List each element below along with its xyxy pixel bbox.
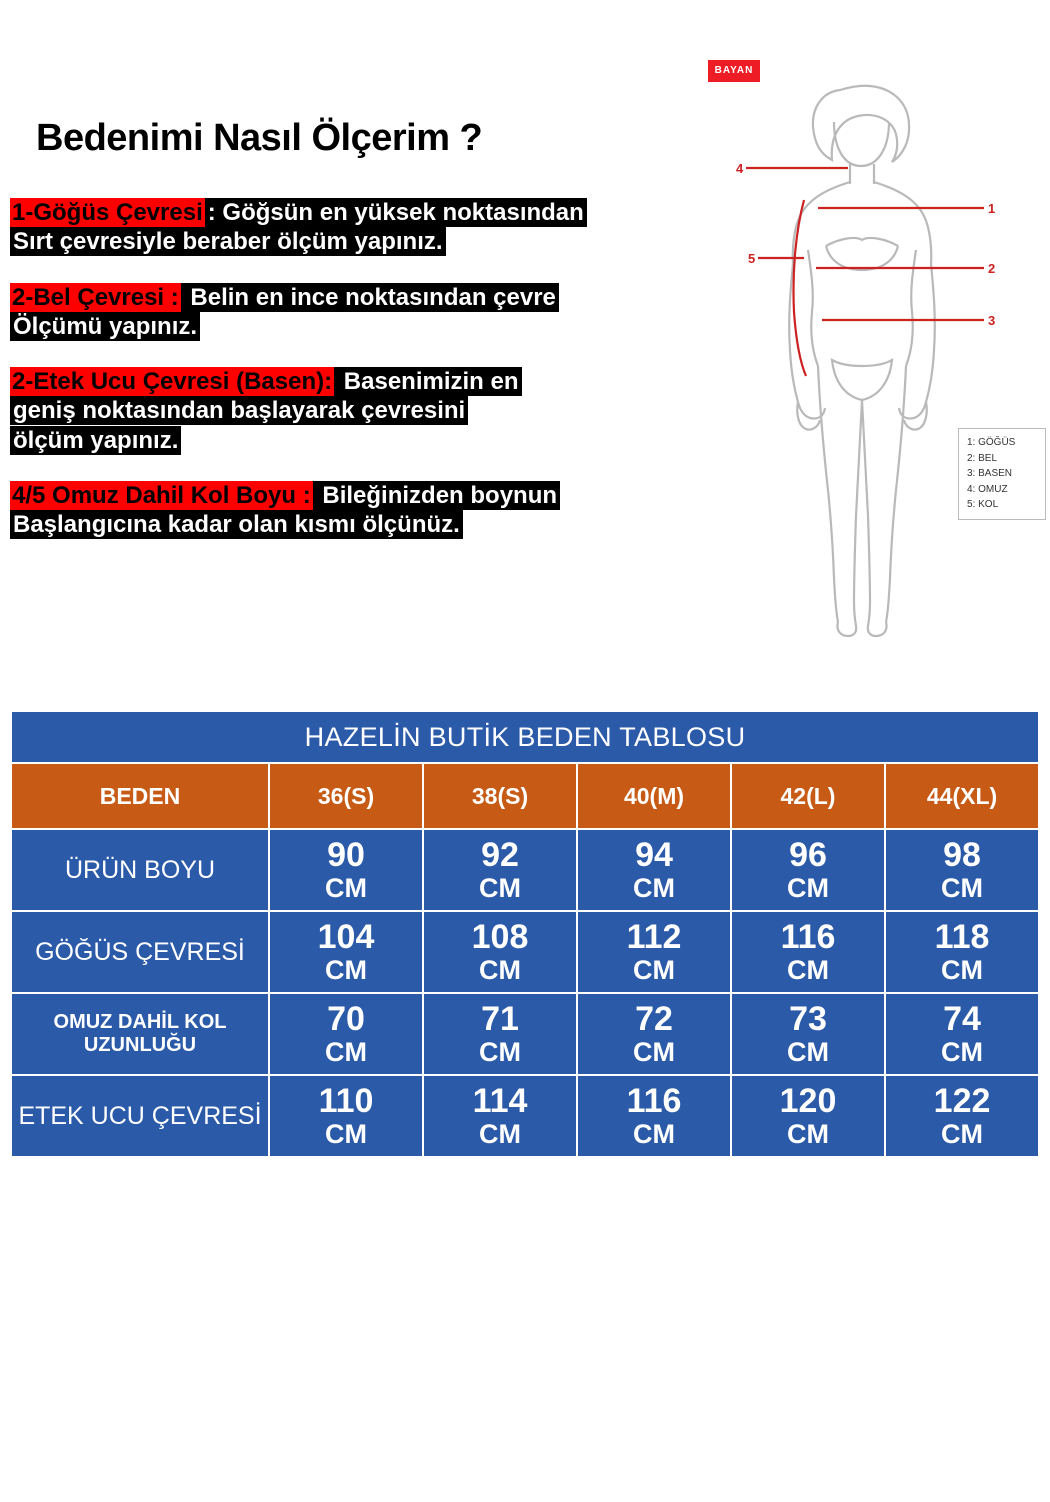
instruction-text: geniş noktasından başlayarak çevresini xyxy=(10,396,468,425)
cell-unit: CM xyxy=(633,872,675,903)
cell-value: 90 xyxy=(327,836,365,874)
cell-value: 118 xyxy=(934,918,990,957)
cell-value: 114 xyxy=(472,1082,528,1121)
cell-value: 98 xyxy=(943,836,981,874)
instruction-text: Sırt çevresiyle beraber ölçüm yapınız. xyxy=(10,227,446,256)
cell-unit: CM xyxy=(633,954,675,985)
table-row xyxy=(11,829,1039,911)
cell-unit: CM xyxy=(941,872,984,903)
legend-item: 1: GÖĞÜS xyxy=(967,437,1016,448)
female-body-diagram-icon xyxy=(700,50,1040,650)
cell-value: 70 xyxy=(327,1000,365,1039)
cell-unit: CM xyxy=(787,954,829,985)
instruction-line xyxy=(10,510,710,539)
row-label-urun-boyu: ÜRÜN BOYU xyxy=(11,829,269,911)
cell-value: 72 xyxy=(635,1000,673,1039)
cell-value: 96 xyxy=(789,836,827,874)
cell-unit: CM xyxy=(479,872,521,903)
cell-value: 110 xyxy=(318,1082,374,1121)
instruction-text: ölçüm yapınız. xyxy=(10,426,181,455)
header-beden: BEDEN xyxy=(11,763,269,829)
cell-value: 71 xyxy=(481,1000,519,1039)
cell-value: 108 xyxy=(471,918,529,957)
cell-etek-36 xyxy=(269,1075,423,1157)
cell-unit: CM xyxy=(941,1118,984,1149)
instruction-line xyxy=(10,283,710,312)
cell-unit: CM xyxy=(325,872,367,903)
cell-unit: CM xyxy=(787,1036,829,1067)
instruction-item xyxy=(10,481,710,540)
row-label-gogus-cevresi: GÖĞÜS ÇEVRESİ xyxy=(11,911,269,993)
cell-etek-40 xyxy=(577,1075,731,1157)
cell-unit: CM xyxy=(325,954,367,985)
cell-unit: CM xyxy=(633,1118,675,1149)
table-row xyxy=(11,911,1039,993)
instruction-line xyxy=(10,367,710,396)
cell-urun-boyu-38 xyxy=(423,829,577,911)
header-size-40: 40(M) xyxy=(577,763,731,829)
instruction-label: 2-Etek Ucu Çevresi (Basen): xyxy=(12,368,333,396)
cell-gogus-40 xyxy=(577,911,731,993)
figure-legend xyxy=(958,428,1046,520)
cell-gogus-36 xyxy=(269,911,423,993)
instruction-item xyxy=(10,198,710,257)
marker-4: 4 xyxy=(736,161,744,176)
instruction-line xyxy=(10,426,710,455)
cell-unit: CM xyxy=(325,1036,367,1067)
page-title: Bedenimi Nasıl Ölçerim ? xyxy=(36,117,483,159)
legend-item: 4: OMUZ xyxy=(967,483,1008,495)
cell-value: 112 xyxy=(626,918,682,957)
cell-etek-44 xyxy=(885,1075,1039,1157)
header-size-36: 36(S) xyxy=(269,763,423,829)
cell-urun-boyu-40 xyxy=(577,829,731,911)
instruction-label: 1-Göğüs Çevresi xyxy=(12,199,203,226)
instruction-text: Bileğinizden boynun xyxy=(313,481,560,510)
size-chart-table xyxy=(10,710,1040,1158)
cell-urun-boyu-42 xyxy=(731,829,885,911)
cell-etek-38 xyxy=(423,1075,577,1157)
cell-unit: CM xyxy=(633,1036,675,1067)
instruction-line xyxy=(10,227,710,256)
cell-unit: CM xyxy=(941,1036,984,1067)
instruction-line xyxy=(10,396,710,425)
table-row xyxy=(11,993,1039,1075)
marker-1: 1 xyxy=(988,201,996,216)
legend-item: 5: KOL xyxy=(967,499,999,510)
cell-value: 73 xyxy=(789,1000,827,1039)
legend-item: 2: BEL xyxy=(967,452,998,464)
row-label-etek-ucu-cevresi: ETEK UCU ÇEVRESİ xyxy=(11,1075,269,1157)
cell-value: 120 xyxy=(779,1082,837,1121)
instruction-label: 4/5 Omuz Dahil Kol Boyu : xyxy=(12,481,311,509)
cell-unit: CM xyxy=(941,954,984,985)
header-size-42: 42(L) xyxy=(731,763,885,829)
cell-kol-44 xyxy=(885,993,1039,1075)
instruction-text: Ölçümü yapınız. xyxy=(10,312,200,341)
bayan-tag: BAYAN xyxy=(708,60,760,82)
header-size-44: 44(XL) xyxy=(885,763,1039,829)
cell-value: 104 xyxy=(317,918,375,957)
instruction-line xyxy=(10,312,710,341)
cell-kol-40 xyxy=(577,993,731,1075)
cell-unit: CM xyxy=(479,1036,521,1067)
instruction-text: Belin en ince noktasından çevre xyxy=(181,283,559,312)
header-size-38: 38(S) xyxy=(423,763,577,829)
cell-kol-38 xyxy=(423,993,577,1075)
cell-unit: CM xyxy=(479,1118,521,1149)
legend-item: 3: BASEN xyxy=(967,468,1013,479)
cell-unit: CM xyxy=(787,1118,829,1149)
cell-unit: CM xyxy=(787,872,829,903)
row-label-omuz-dahil-kol: OMUZ DAHİL KOL UZUNLUĞU xyxy=(11,993,269,1075)
cell-kol-36 xyxy=(269,993,423,1075)
instruction-text: Başlangıcına kadar olan kısmı ölçünüz. xyxy=(10,510,463,539)
cell-urun-boyu-44 xyxy=(885,829,1039,911)
marker-5: 5 xyxy=(748,251,756,266)
cell-value: 116 xyxy=(626,1082,682,1121)
cell-gogus-42 xyxy=(731,911,885,993)
instruction-line xyxy=(10,481,710,510)
cell-gogus-44 xyxy=(885,911,1039,993)
instruction-line xyxy=(10,198,710,227)
table-title-row xyxy=(11,711,1039,763)
instruction-text: Basenimizin en xyxy=(334,367,521,396)
cell-value: 94 xyxy=(635,836,673,874)
cell-gogus-38 xyxy=(423,911,577,993)
cell-etek-42 xyxy=(731,1075,885,1157)
cell-unit: CM xyxy=(479,954,521,985)
cell-value: 74 xyxy=(943,1000,981,1039)
cell-urun-boyu-36 xyxy=(269,829,423,911)
measurement-instructions xyxy=(10,198,710,565)
cell-value: 92 xyxy=(481,836,519,874)
table-row xyxy=(11,1075,1039,1157)
cell-unit: CM xyxy=(325,1118,367,1149)
table-title: HAZELİN BUTİK BEDEN TABLOSU xyxy=(11,711,1039,763)
cell-kol-42 xyxy=(731,993,885,1075)
instruction-text: : Göğsün en yüksek noktasından xyxy=(205,198,587,227)
table-header-row xyxy=(11,763,1039,829)
instruction-label: 2-Bel Çevresi : xyxy=(12,283,179,311)
instruction-item xyxy=(10,283,710,342)
marker-2: 2 xyxy=(988,261,996,276)
cell-value: 116 xyxy=(780,918,836,957)
marker-3: 3 xyxy=(988,313,996,328)
body-measurement-figure xyxy=(700,50,1040,650)
instruction-item xyxy=(10,367,710,455)
cell-value: 122 xyxy=(933,1082,991,1121)
